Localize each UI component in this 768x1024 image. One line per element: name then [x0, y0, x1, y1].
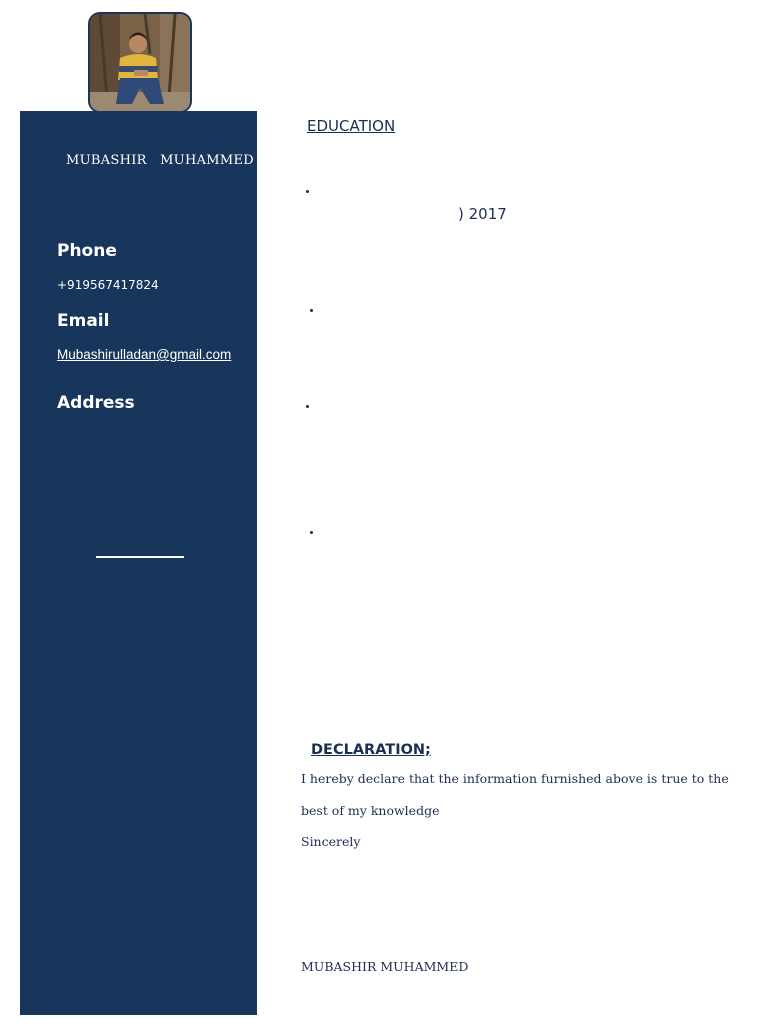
signature-name: MUBASHIR MUHAMMED: [301, 959, 469, 974]
declaration-text-line1: I hereby declare that the information furnished above is true to the: [301, 771, 729, 786]
profile-photo-image: [90, 14, 190, 111]
profile-photo: [88, 12, 192, 113]
closing-text: Sincerely: [301, 834, 361, 849]
declaration-text-line2: best of my knowledge: [301, 803, 440, 818]
address-heading: Address: [57, 393, 135, 413]
education-bullet: [306, 190, 309, 193]
sidebar-name: MUBASHIR MUHAMMED: [66, 153, 254, 168]
phone-heading: Phone: [57, 241, 117, 261]
education-bullet: [310, 531, 313, 534]
sidebar-divider: [96, 556, 184, 558]
email-link[interactable]: Mubashirulladan@gmail.com: [57, 347, 232, 362]
declaration-heading: DECLARATION;: [311, 742, 431, 758]
education-heading: EDUCATION: [307, 117, 396, 135]
phone-number: +919567417824: [57, 278, 159, 292]
education-year: ) 2017: [458, 205, 507, 223]
sidebar-panel: [20, 111, 257, 1015]
email-heading: Email: [57, 311, 110, 331]
education-bullet: [310, 309, 313, 312]
education-bullet: [306, 405, 309, 408]
